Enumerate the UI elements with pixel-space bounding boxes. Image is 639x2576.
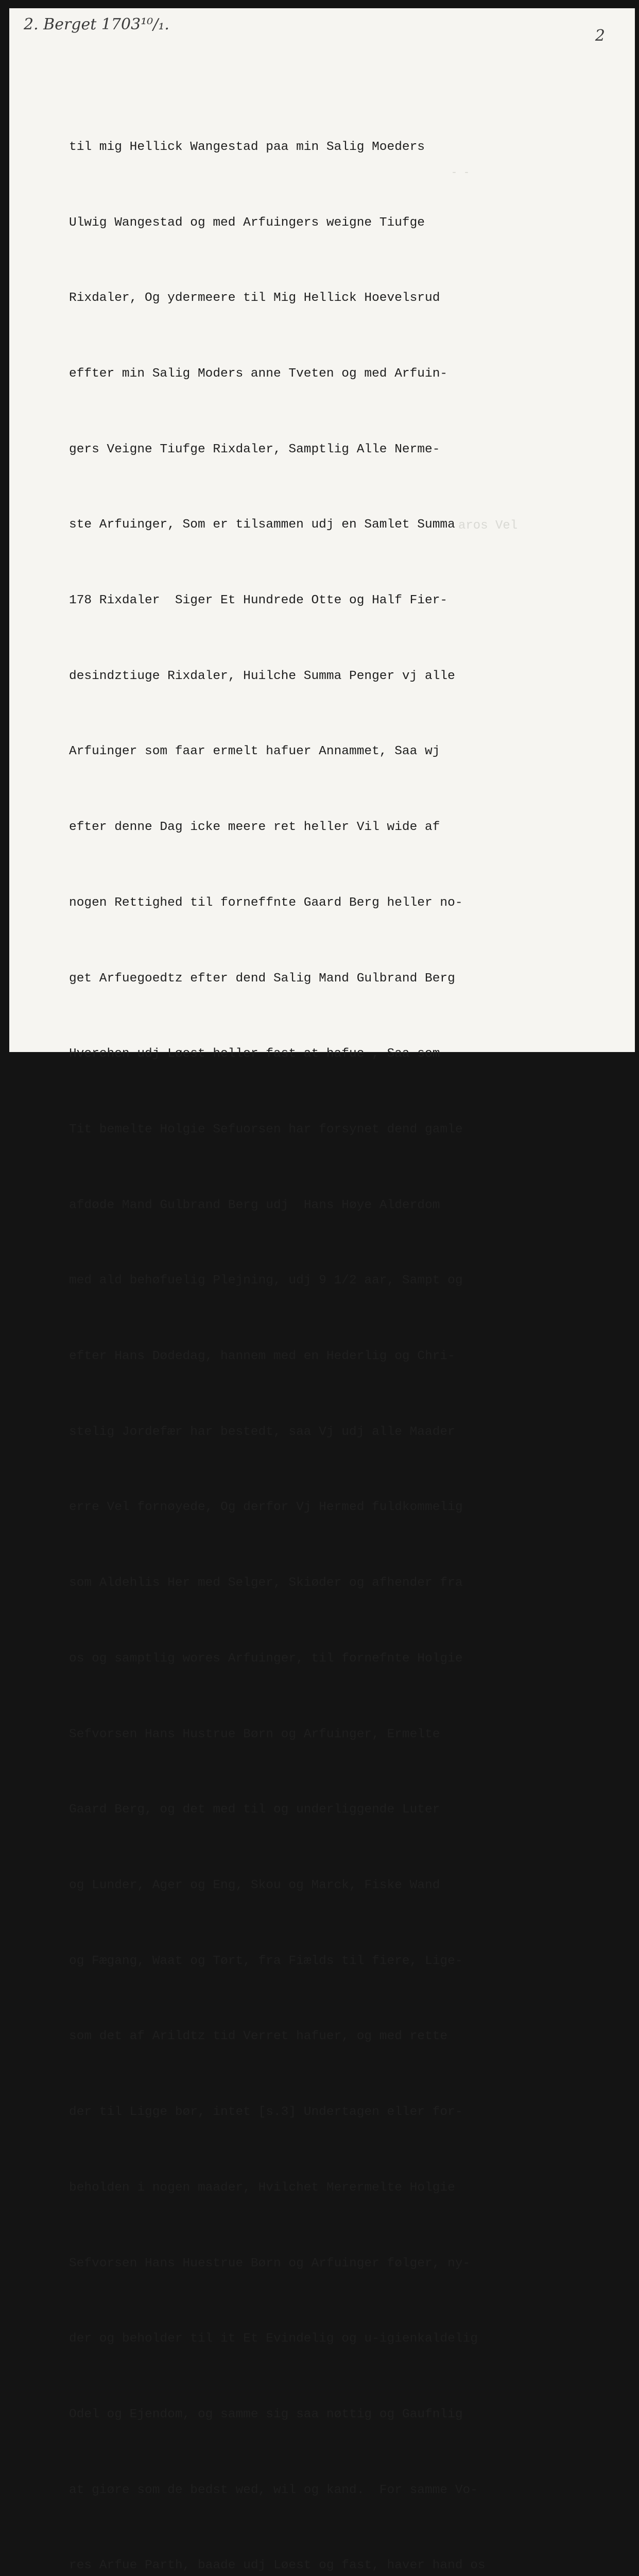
text-line: og Fægang, Waat og Tørt, fra Fiælds til fiere, Lige- bbox=[69, 1954, 463, 1968]
text-line: effter min Salig Moders anne Tveten og med Arfuin- bbox=[69, 366, 448, 381]
text-line: stelig Jordefær har bestedt, saa Vj udj alle Maader bbox=[69, 1425, 455, 1439]
transcription-body bbox=[69, 84, 512, 2576]
page-number: 2 bbox=[595, 27, 605, 45]
handwritten-archive-note: 2. Berget 1703¹⁰/₁. bbox=[24, 15, 169, 33]
text-line: Ulwig Wangestad og med Arfuingers weigne Tiufge bbox=[69, 215, 425, 230]
text-line: Sefvorsen Hans Hustrue Børn og Arfuinger, Ermelte bbox=[69, 1727, 440, 1741]
text-line: Hverchen udj Løest heller fast at hafue , Saa som bbox=[69, 1047, 440, 1061]
text-line: Arfuinger som faar ermelt hafuer Annammet, Saa wj bbox=[69, 744, 440, 759]
text-line: afdøde Mand Gulbrand Berg udj Hans Høye Alderdom bbox=[69, 1198, 440, 1212]
text-line: efter Hans Dødedag, hannem med en Hederlig og Chri- bbox=[69, 1349, 455, 1364]
text-line: ste Arfuinger, Som er tilsammen udj en Samlet Summa bbox=[69, 518, 455, 532]
text-line: nogen Rettighed til forneffnte Gaard Berg heller no- bbox=[69, 895, 463, 910]
text-line: 178 Rixdaler Siger Et Hundrede Otte og Half Fier- bbox=[69, 594, 448, 608]
text-line: som det af Arildtz tid Verret hafuer, og med rette bbox=[69, 2029, 448, 2044]
text-line: der til Ligge bør, intet [s.3] Undertagen eller for- bbox=[69, 2105, 463, 2120]
text-line: Gaard Berg, og det med til og underliggende Luter bbox=[69, 1803, 440, 1817]
text-line: res Arfue Parth, baade udj Løest og fast, haver hand os bbox=[69, 2558, 486, 2573]
text-line: at giøre som de bedst wed, wil og kand. For samme Vo- bbox=[69, 2483, 478, 2497]
text-line: get Arfuegoedtz efter dend Salig Mand Gulbrand Berg bbox=[69, 971, 455, 986]
document-page bbox=[9, 8, 635, 2573]
text-line: beholden i nogen maader, Hvilchet Merermelte Holgie bbox=[69, 2180, 455, 2195]
text-line: os og samptlig wores Arfuinger, til fornefnte Holgie bbox=[69, 1651, 463, 1666]
bleed-through-mark: - - bbox=[451, 167, 470, 179]
text-line: gers Veigne Tiufge Rixdaler, Samptlig Alle Nerme- bbox=[69, 442, 440, 456]
text-line: til mig Hellick Wangestad paa min Salig Moeders bbox=[69, 140, 425, 154]
text-line: Tit bemelte Holgie Sefuorsen har forsynet dend gamle bbox=[69, 1122, 463, 1137]
text-line: desindztiuge Rixdaler, Huilche Summa Penger vj alle bbox=[69, 669, 455, 683]
text-line: og Lunder, Ager og Eng, Skou og Marck, Fiske Wand bbox=[69, 1878, 440, 1892]
text-line: der og beholder til it Et Evindelig og u-igienkaldelig bbox=[69, 2332, 478, 2346]
bleed-through-text: aros Vel bbox=[458, 519, 518, 533]
text-line: Rixdaler, Og ydermeere til Mig Hellick Hoevelsrud bbox=[69, 291, 440, 306]
text-line: med ald behøfuelig Plejning, udj 9 1/2 aar, Sampt og bbox=[69, 1274, 463, 1288]
text-line: som Aldehlis Her med Selger, Skiøder og afhender fra bbox=[69, 1576, 463, 1590]
text-line: erre Vel fornøyede, Og derfor Vj Hermed fuldkommelig bbox=[69, 1500, 463, 1515]
text-line: efter denne Dag icke meere ret heller Vil wide af bbox=[69, 820, 440, 835]
text-line: Sefvorsen Hans Huestrue Børn og Arfuinger følger, ny- bbox=[69, 2256, 471, 2270]
text-line: Odel og Ejendom, og samme sig saa nøttig og Gaufnlig bbox=[69, 2407, 463, 2421]
